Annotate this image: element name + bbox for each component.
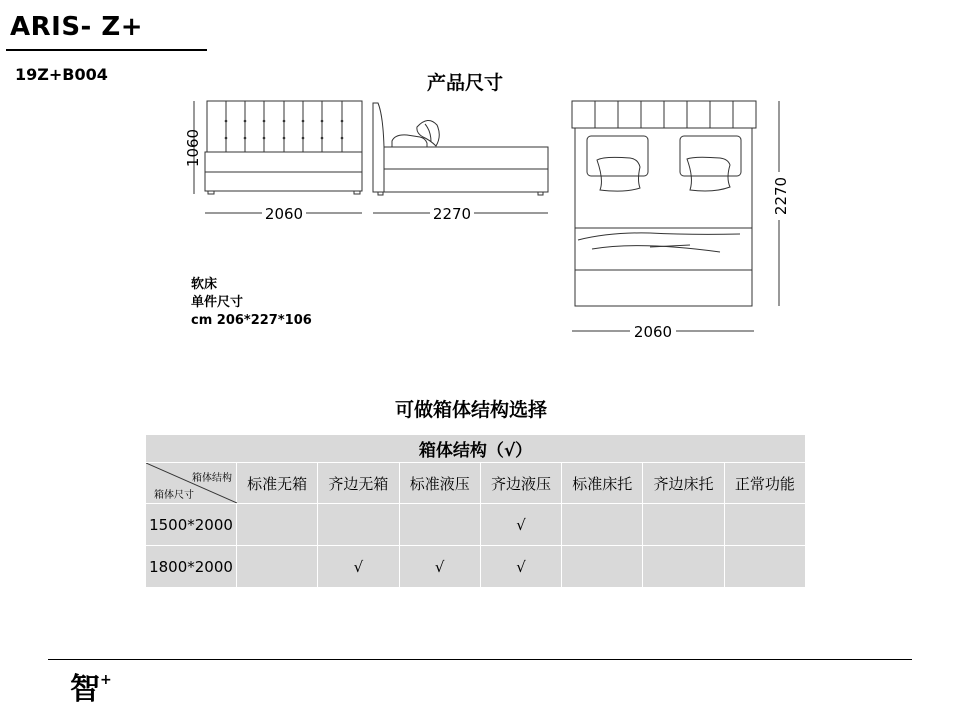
table-cell bbox=[643, 504, 724, 546]
dimensions-title: 产品尺寸 bbox=[427, 72, 504, 94]
front-view bbox=[205, 101, 362, 194]
column-header: 齐边无箱 bbox=[318, 463, 399, 504]
top-width-label: 2060 bbox=[633, 323, 673, 341]
table-cell: √ bbox=[399, 546, 480, 588]
structure-options-table bbox=[145, 434, 806, 588]
brand-logo bbox=[70, 664, 112, 708]
side-view bbox=[373, 103, 548, 195]
table-row bbox=[146, 546, 806, 588]
model-number: 19Z+B004 bbox=[15, 65, 108, 84]
table-cell bbox=[237, 546, 318, 588]
table-row bbox=[146, 504, 806, 546]
table-cell bbox=[399, 504, 480, 546]
spec-size: cm 206*227*106 bbox=[191, 313, 312, 328]
table-cell: √ bbox=[480, 546, 561, 588]
table-cell bbox=[562, 504, 643, 546]
logo-plus: + bbox=[100, 672, 112, 688]
top-view bbox=[572, 101, 756, 306]
row-size: 1500*2000 bbox=[146, 504, 237, 546]
spec-type: 软床 bbox=[191, 277, 218, 292]
table-title: 箱体结构（√） bbox=[146, 435, 806, 463]
logo-text: 智 bbox=[70, 672, 100, 707]
diag-header-top: 箱体结构 bbox=[192, 473, 232, 484]
table-cell: √ bbox=[318, 546, 399, 588]
table-cell bbox=[237, 504, 318, 546]
footer-divider bbox=[48, 659, 912, 660]
options-title: 可做箱体结构选择 bbox=[395, 399, 548, 421]
table-cell bbox=[562, 546, 643, 588]
column-header: 正常功能 bbox=[724, 463, 805, 504]
table-cell bbox=[724, 546, 805, 588]
row-size: 1800*2000 bbox=[146, 546, 237, 588]
diagonal-header-cell bbox=[146, 463, 237, 504]
diag-header-bottom: 箱体尺寸 bbox=[154, 490, 194, 501]
spec-unit-label: 单件尺寸 bbox=[191, 295, 244, 310]
top-length-label: 2270 bbox=[772, 176, 790, 216]
table-cell bbox=[318, 504, 399, 546]
column-header: 齐边床托 bbox=[643, 463, 724, 504]
front-height-label: 1060 bbox=[184, 128, 202, 168]
column-header: 标准无箱 bbox=[237, 463, 318, 504]
column-header: 齐边液压 bbox=[480, 463, 561, 504]
column-header: 标准液压 bbox=[399, 463, 480, 504]
side-length-label: 2270 bbox=[432, 205, 472, 223]
front-width-label: 2060 bbox=[264, 205, 304, 223]
column-header: 标准床托 bbox=[562, 463, 643, 504]
column-header-row bbox=[146, 463, 806, 504]
table-cell bbox=[724, 504, 805, 546]
spec-block bbox=[191, 276, 312, 330]
product-title: ARIS- Z+ bbox=[10, 12, 144, 42]
table-cell bbox=[643, 546, 724, 588]
table-cell: √ bbox=[480, 504, 561, 546]
